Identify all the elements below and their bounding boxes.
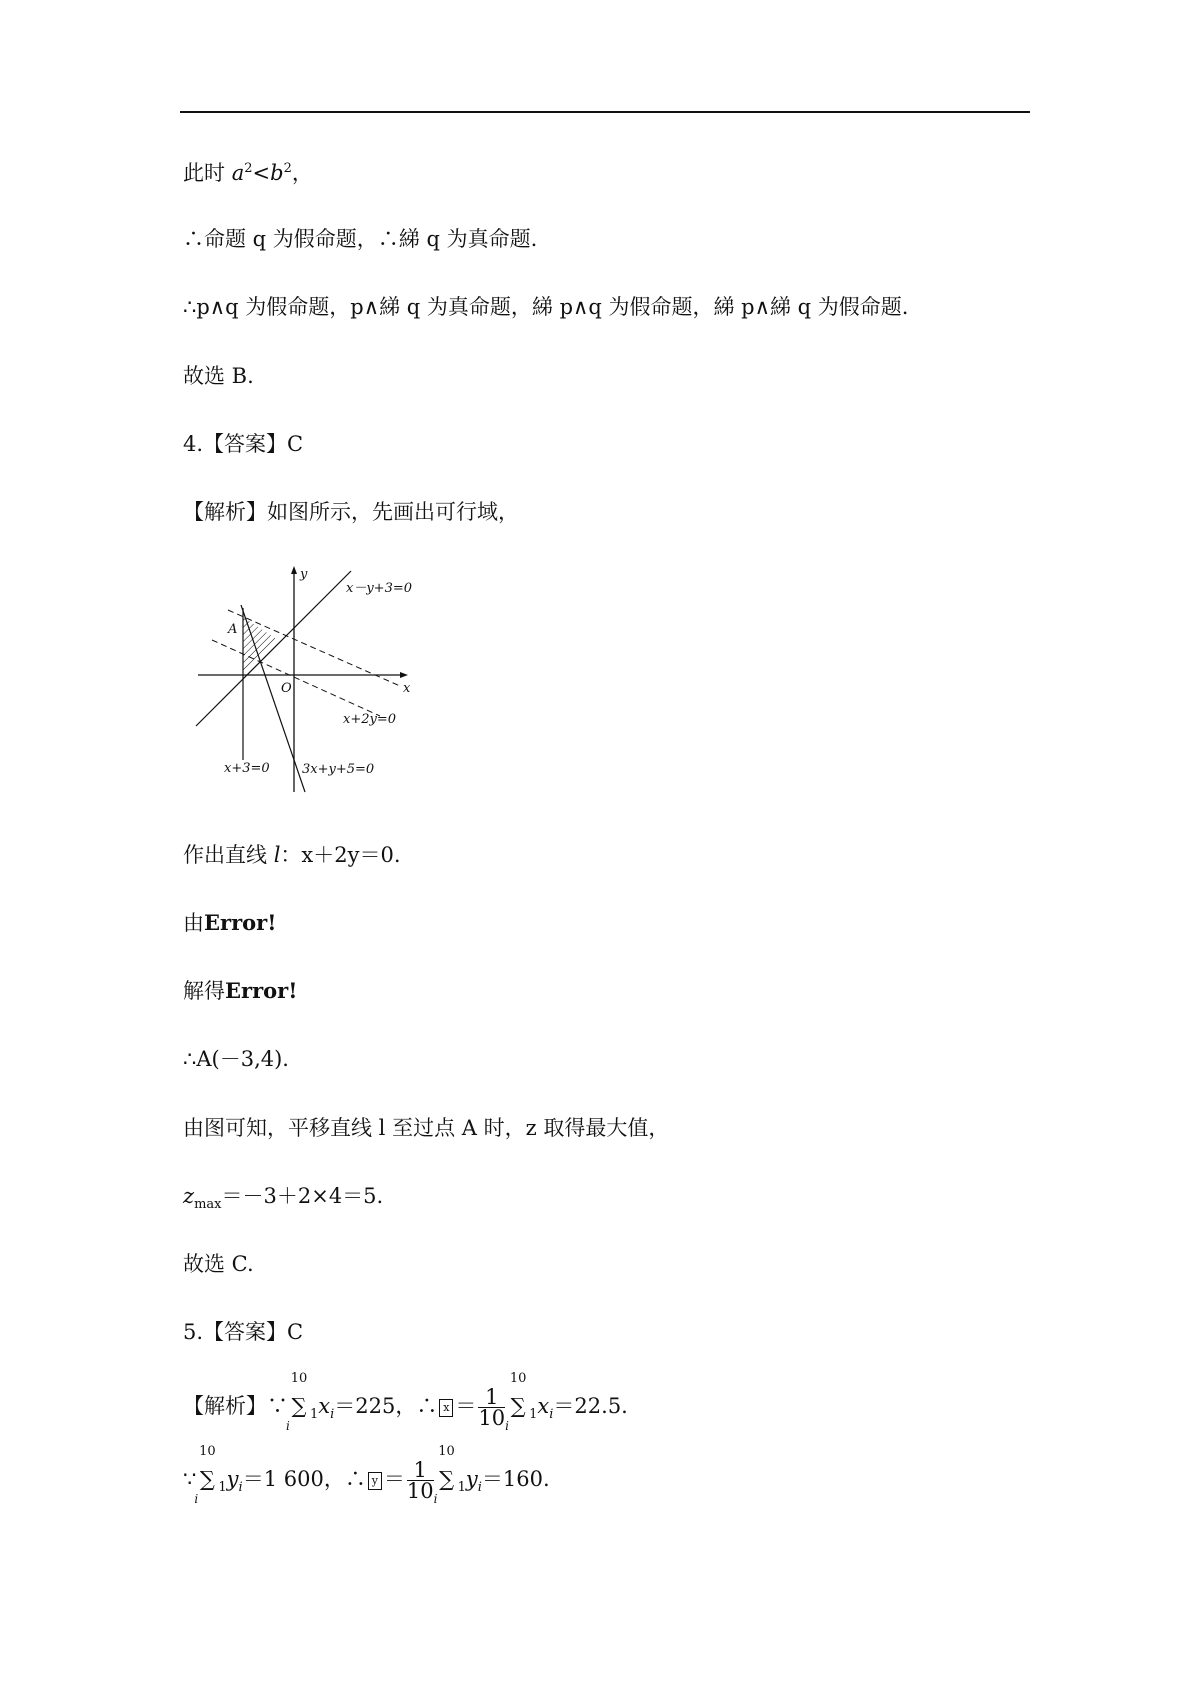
point-a-label: A: [228, 622, 238, 637]
text-line-7: 作出直线 l：x＋2y＝0.: [183, 843, 401, 867]
mean-x-box: x: [439, 1399, 453, 1417]
text-line-8: 由Error!: [183, 910, 277, 935]
dashed-line-x-plus-2y: [212, 640, 380, 716]
sum-symbol: 10 ∑ i: [505, 1371, 527, 1433]
text-line-10: ∴A(－3,4).: [183, 1047, 289, 1071]
label-line1: x－y+3=0: [346, 581, 413, 596]
origin-label: O: [281, 681, 292, 696]
x-axis-arrow: [400, 672, 408, 678]
sum-symbol: 10 ∑ i: [433, 1444, 455, 1506]
text-line-11: 由图可知，平移直线 l 至过点 A 时，z 取得最大值，: [183, 1116, 670, 1140]
text-line-12: $z_{max}=-3+2\times 4=5$.: [183, 1184, 384, 1212]
text-line-4: 故选 B.: [183, 364, 254, 388]
text-line-9: 解得Error!: [183, 978, 298, 1003]
header-rule: [180, 111, 1030, 113]
label-line3: x+3=0: [224, 761, 270, 776]
answer-5: 5.【答案】C: [183, 1320, 304, 1344]
text-line-13: 故选 C.: [183, 1252, 254, 1276]
label-line4: 3x+y+5=0: [302, 762, 375, 777]
sum-symbol: 10 ∑ i: [286, 1371, 308, 1433]
fraction: $\frac{1}{10}$: [406, 1458, 434, 1503]
fraction: $\frac{1}{10}$: [478, 1385, 506, 1430]
text-line-1: 此时 $a^2<b^2$，: [183, 161, 313, 185]
feasible-region-figure: [190, 560, 420, 800]
analysis-5-line-1: 【解析】∵ 10 ∑ i $_1x_i=225$，∴ x ＝ $\frac{1}{10}$ 10 ∑ i $_1x_i=22.5$.: [183, 1371, 628, 1433]
label-line2: x+2y=0: [343, 712, 397, 727]
answer-4: 4.【答案】C: [183, 432, 304, 456]
line-x-minus-y-plus-3: [196, 571, 351, 726]
x-axis-label: x: [403, 681, 411, 696]
analysis-5-line-2: ∵ 10 ∑ i $_1y_i=1$ 600，∴ y ＝ $\frac{1}{10}$ 10 ∑ i $_1y_i=160$.: [183, 1444, 550, 1506]
text-line-2: ∴命题 q 为假命题，∴綈 q 为真命题.: [183, 227, 538, 251]
y-axis-label: y: [300, 567, 308, 582]
mean-y-box: y: [368, 1472, 382, 1490]
y-axis-arrow: [291, 566, 297, 574]
text-line-3: ∴p∧q 为假命题，p∧綈 q 为真命题，綈 p∧q 为假命题，綈 p∧綈 q 为假命题.: [183, 295, 909, 319]
sum-symbol: 10 ∑ i: [194, 1444, 216, 1506]
analysis-4: 【解析】如图所示，先画出可行域，: [183, 500, 519, 524]
